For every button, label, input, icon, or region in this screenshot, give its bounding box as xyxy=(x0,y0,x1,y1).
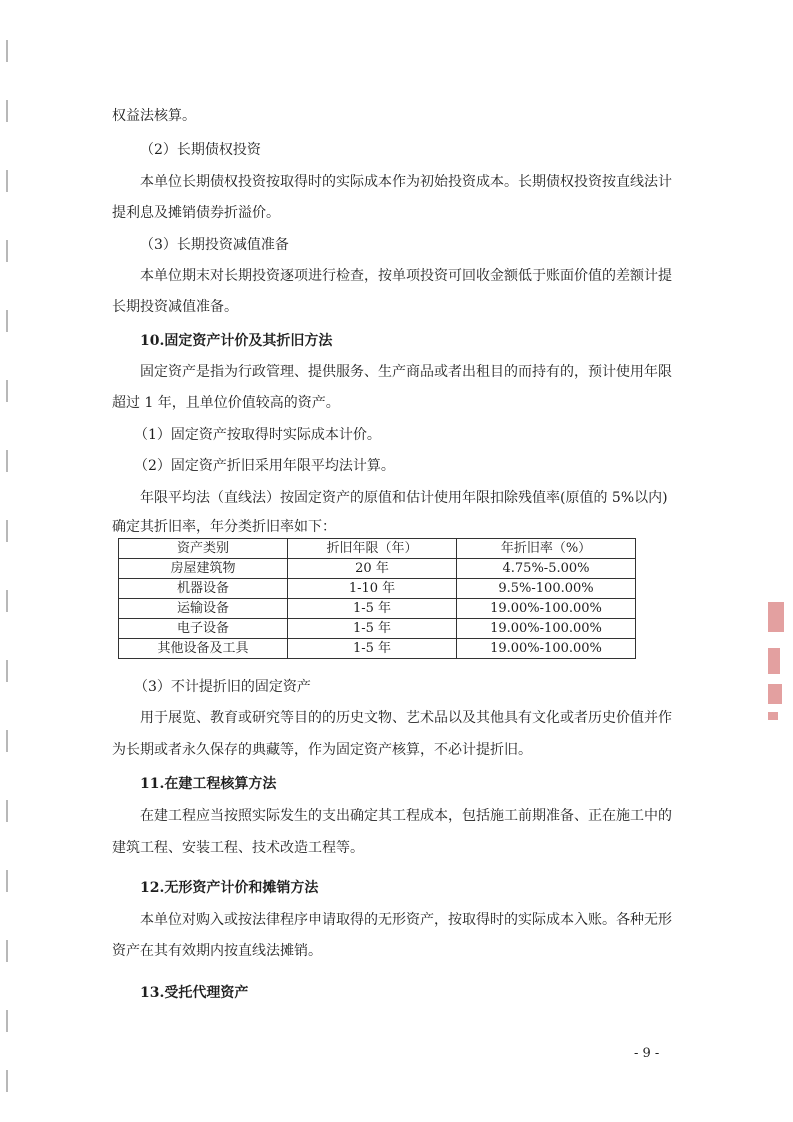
table-row xyxy=(119,559,636,579)
table-cell: 1-5 年 xyxy=(288,599,457,619)
table-row xyxy=(119,579,636,599)
table-header-cell: 资产类别 xyxy=(119,539,288,559)
table-cell: 机器设备 xyxy=(119,579,288,599)
binding-margin-marks xyxy=(6,40,10,1100)
paragraph-line: 超过 1 年，且单位价值较高的资产。 xyxy=(112,395,340,411)
table-cell: 4.75%-5.00% xyxy=(457,559,636,579)
section-heading: 11.在建工程核算方法 xyxy=(140,776,277,792)
paragraph-line: 本单位长期债权投资按取得时的实际成本作为初始投资成本。长期债权投资按直线法计 xyxy=(140,174,672,190)
subsection-label: （3）长期投资减值准备 xyxy=(140,237,289,253)
table-cell: 电子设备 xyxy=(119,619,288,639)
paragraph-line: 用于展览、教育或研究等目的的历史文物、艺术品以及其他具有文化或者历史价值并作 xyxy=(140,710,672,726)
paragraph-line: 权益法核算。 xyxy=(112,108,196,124)
paragraph-line: 提利息及摊销债券折溢价。 xyxy=(112,205,280,221)
depreciation-table xyxy=(118,538,636,659)
table-cell: 1-5 年 xyxy=(288,619,457,639)
table-cell: 运输设备 xyxy=(119,599,288,619)
table-cell: 1-10 年 xyxy=(288,579,457,599)
table-cell: 1-5 年 xyxy=(288,639,457,659)
paragraph-line: 长期投资减值准备。 xyxy=(112,299,238,315)
table-row xyxy=(119,639,636,659)
paragraph-line: 建筑工程、安装工程、技术改造工程等。 xyxy=(112,840,364,856)
table-header-cell: 年折旧率（%） xyxy=(457,539,636,559)
table-header-row xyxy=(119,539,636,559)
paragraph-line: 年限平均法（直线法）按固定资产的原值和估计使用年限扣除残值率(原值的 5%以内) xyxy=(140,490,668,506)
table-cell: 房屋建筑物 xyxy=(119,559,288,579)
table-row xyxy=(119,619,636,639)
paragraph-line: 在建工程应当按照实际发生的支出确定其工程成本，包括施工前期准备、正在施工中的 xyxy=(140,808,672,824)
paragraph-line: （1）固定资产按取得时实际成本计价。 xyxy=(134,427,381,443)
section-heading: 12.无形资产计价和摊销方法 xyxy=(140,880,319,896)
paragraph-line: 为长期或者永久保存的典藏等，作为固定资产核算，不必计提折旧。 xyxy=(112,742,532,758)
table-cell: 19.00%-100.00% xyxy=(457,619,636,639)
paragraph-line: 资产在其有效期内按直线法摊销。 xyxy=(112,943,322,959)
paragraph-line: 本单位期末对长期投资逐项进行检查，按单项投资可回收金额低于账面价值的差额计提 xyxy=(140,268,672,284)
section-heading: 10.固定资产计价及其折旧方法 xyxy=(140,333,333,349)
table-cell: 19.00%-100.00% xyxy=(457,599,636,619)
seal-stamp-fragment xyxy=(768,596,788,726)
paragraph-line: （2）固定资产折旧采用年限平均法计算。 xyxy=(134,458,395,474)
subsection-label: （2）长期债权投资 xyxy=(140,142,261,158)
section-heading: 13.受托代理资产 xyxy=(140,985,249,1001)
paragraph-line: 固定资产是指为行政管理、提供服务、生产商品或者出租目的而持有的，预计使用年限 xyxy=(140,364,672,380)
table-cell: 9.5%-100.00% xyxy=(457,579,636,599)
table-cell: 20 年 xyxy=(288,559,457,579)
page-number: - 9 - xyxy=(634,1046,660,1061)
table-cell: 其他设备及工具 xyxy=(119,639,288,659)
table-cell: 19.00%-100.00% xyxy=(457,639,636,659)
subsection-label: （3）不计提折旧的固定资产 xyxy=(134,679,311,695)
table-header-cell: 折旧年限（年） xyxy=(288,539,457,559)
paragraph-line: 确定其折旧率，年分类折旧率如下： xyxy=(112,519,336,535)
table-row xyxy=(119,599,636,619)
paragraph-line: 本单位对购入或按法律程序申请取得的无形资产，按取得时的实际成本入账。各种无形 xyxy=(140,912,672,928)
